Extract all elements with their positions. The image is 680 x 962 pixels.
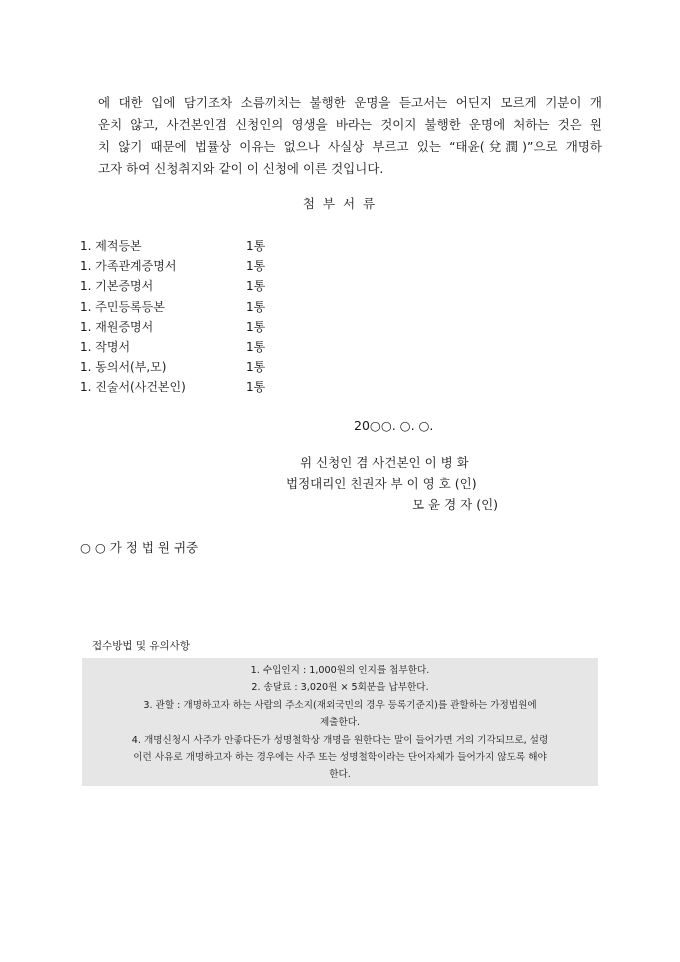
court-addressee: ○ ○ 가 정 법 원 귀중 [80,540,199,555]
attachment-count: 1통 [246,279,266,294]
list-item [80,276,265,296]
body-line: 운치 않고, 사건본인겸 신청인의 영생을 바라는 것이지 불행한 운명에 처하는 것은 원 [98,117,602,132]
attachment-name: 1. 작명서 [80,339,131,354]
list-item [80,357,265,377]
note-line: 3. 관할 : 개명하고자 하는 사람의 주소지(재외국민의 경우 등록기준지)를 관할하는 가정법원에 [143,699,537,711]
list-item [80,377,265,397]
attachment-count: 1통 [246,319,266,334]
list-item [80,297,265,317]
attachment-name: 1. 기본증명서 [80,279,154,294]
notes-box [82,658,598,786]
signature-block [286,452,498,515]
list-item [80,236,265,256]
mother-line: 모 윤 경 자 (인) [412,497,499,512]
note-line: 제출한다. [319,717,361,729]
list-item [80,256,265,276]
father-line: 법정대리인 친권자 부 이 영 호 (인) [286,476,477,491]
note-line: 이런 사유로 개명하고자 하는 경우에는 사주 또는 성명철학이라는 단어자체가 들어가지 않도록 해야 [133,752,547,764]
list-item [80,317,265,337]
notes-title: 접수방법 및 유의사항 [92,640,190,652]
attachment-count: 1통 [246,380,266,395]
list-item [80,337,265,357]
note-line: 4. 개명신청시 사주가 안좋다든가 성명철학상 개명을 원한다는 말이 들어가면 거의 기각되므로, 설령 [131,734,549,746]
note-line: 한다. [329,769,351,781]
attachment-count: 1통 [246,360,266,375]
applicant-line: 위 신청인 겸 사건본인 이 병 화 [300,455,469,470]
attachments-list [80,236,265,398]
attachment-name: 1. 진술서(사건본인) [80,380,186,395]
attachment-name: 1. 동의서(부,모) [80,360,167,375]
attachment-count: 1통 [246,259,266,274]
body-line: 에 대한 입에 담기조차 소름끼치는 불행한 운명을 듣고서는 어딘지 모르게 기분이 개 [98,95,602,110]
attachment-name: 1. 재원증명서 [80,319,154,334]
attachment-name: 1. 주민등록등본 [80,299,165,314]
attachment-count: 1통 [246,299,266,314]
body-line: 치 않기 때문에 법률상 이유는 없으나 사실상 부르고 있는 “태윤(兌潤)”으로 개명하 [98,139,602,154]
note-line: 1. 수입인지 : 1,000원의 인지를 첩부한다. [250,665,430,676]
attachments-heading: 첨 부 서 류 [302,196,378,211]
attachment-count: 1통 [246,239,266,253]
note-line: 2. 송달료 : 3,020원 × 5회분을 납부한다. [251,682,429,694]
attachment-count: 1통 [246,339,266,354]
filing-date: 20○○. ○. ○. [354,418,434,433]
attachment-name: 1. 가족관계증명서 [80,259,177,274]
attachment-name: 1. 제적등본 [80,239,142,253]
body-paragraph [98,92,602,180]
body-line: 고자 하여 신청취지와 같이 이 신청에 이른 것입니다. [98,161,384,176]
